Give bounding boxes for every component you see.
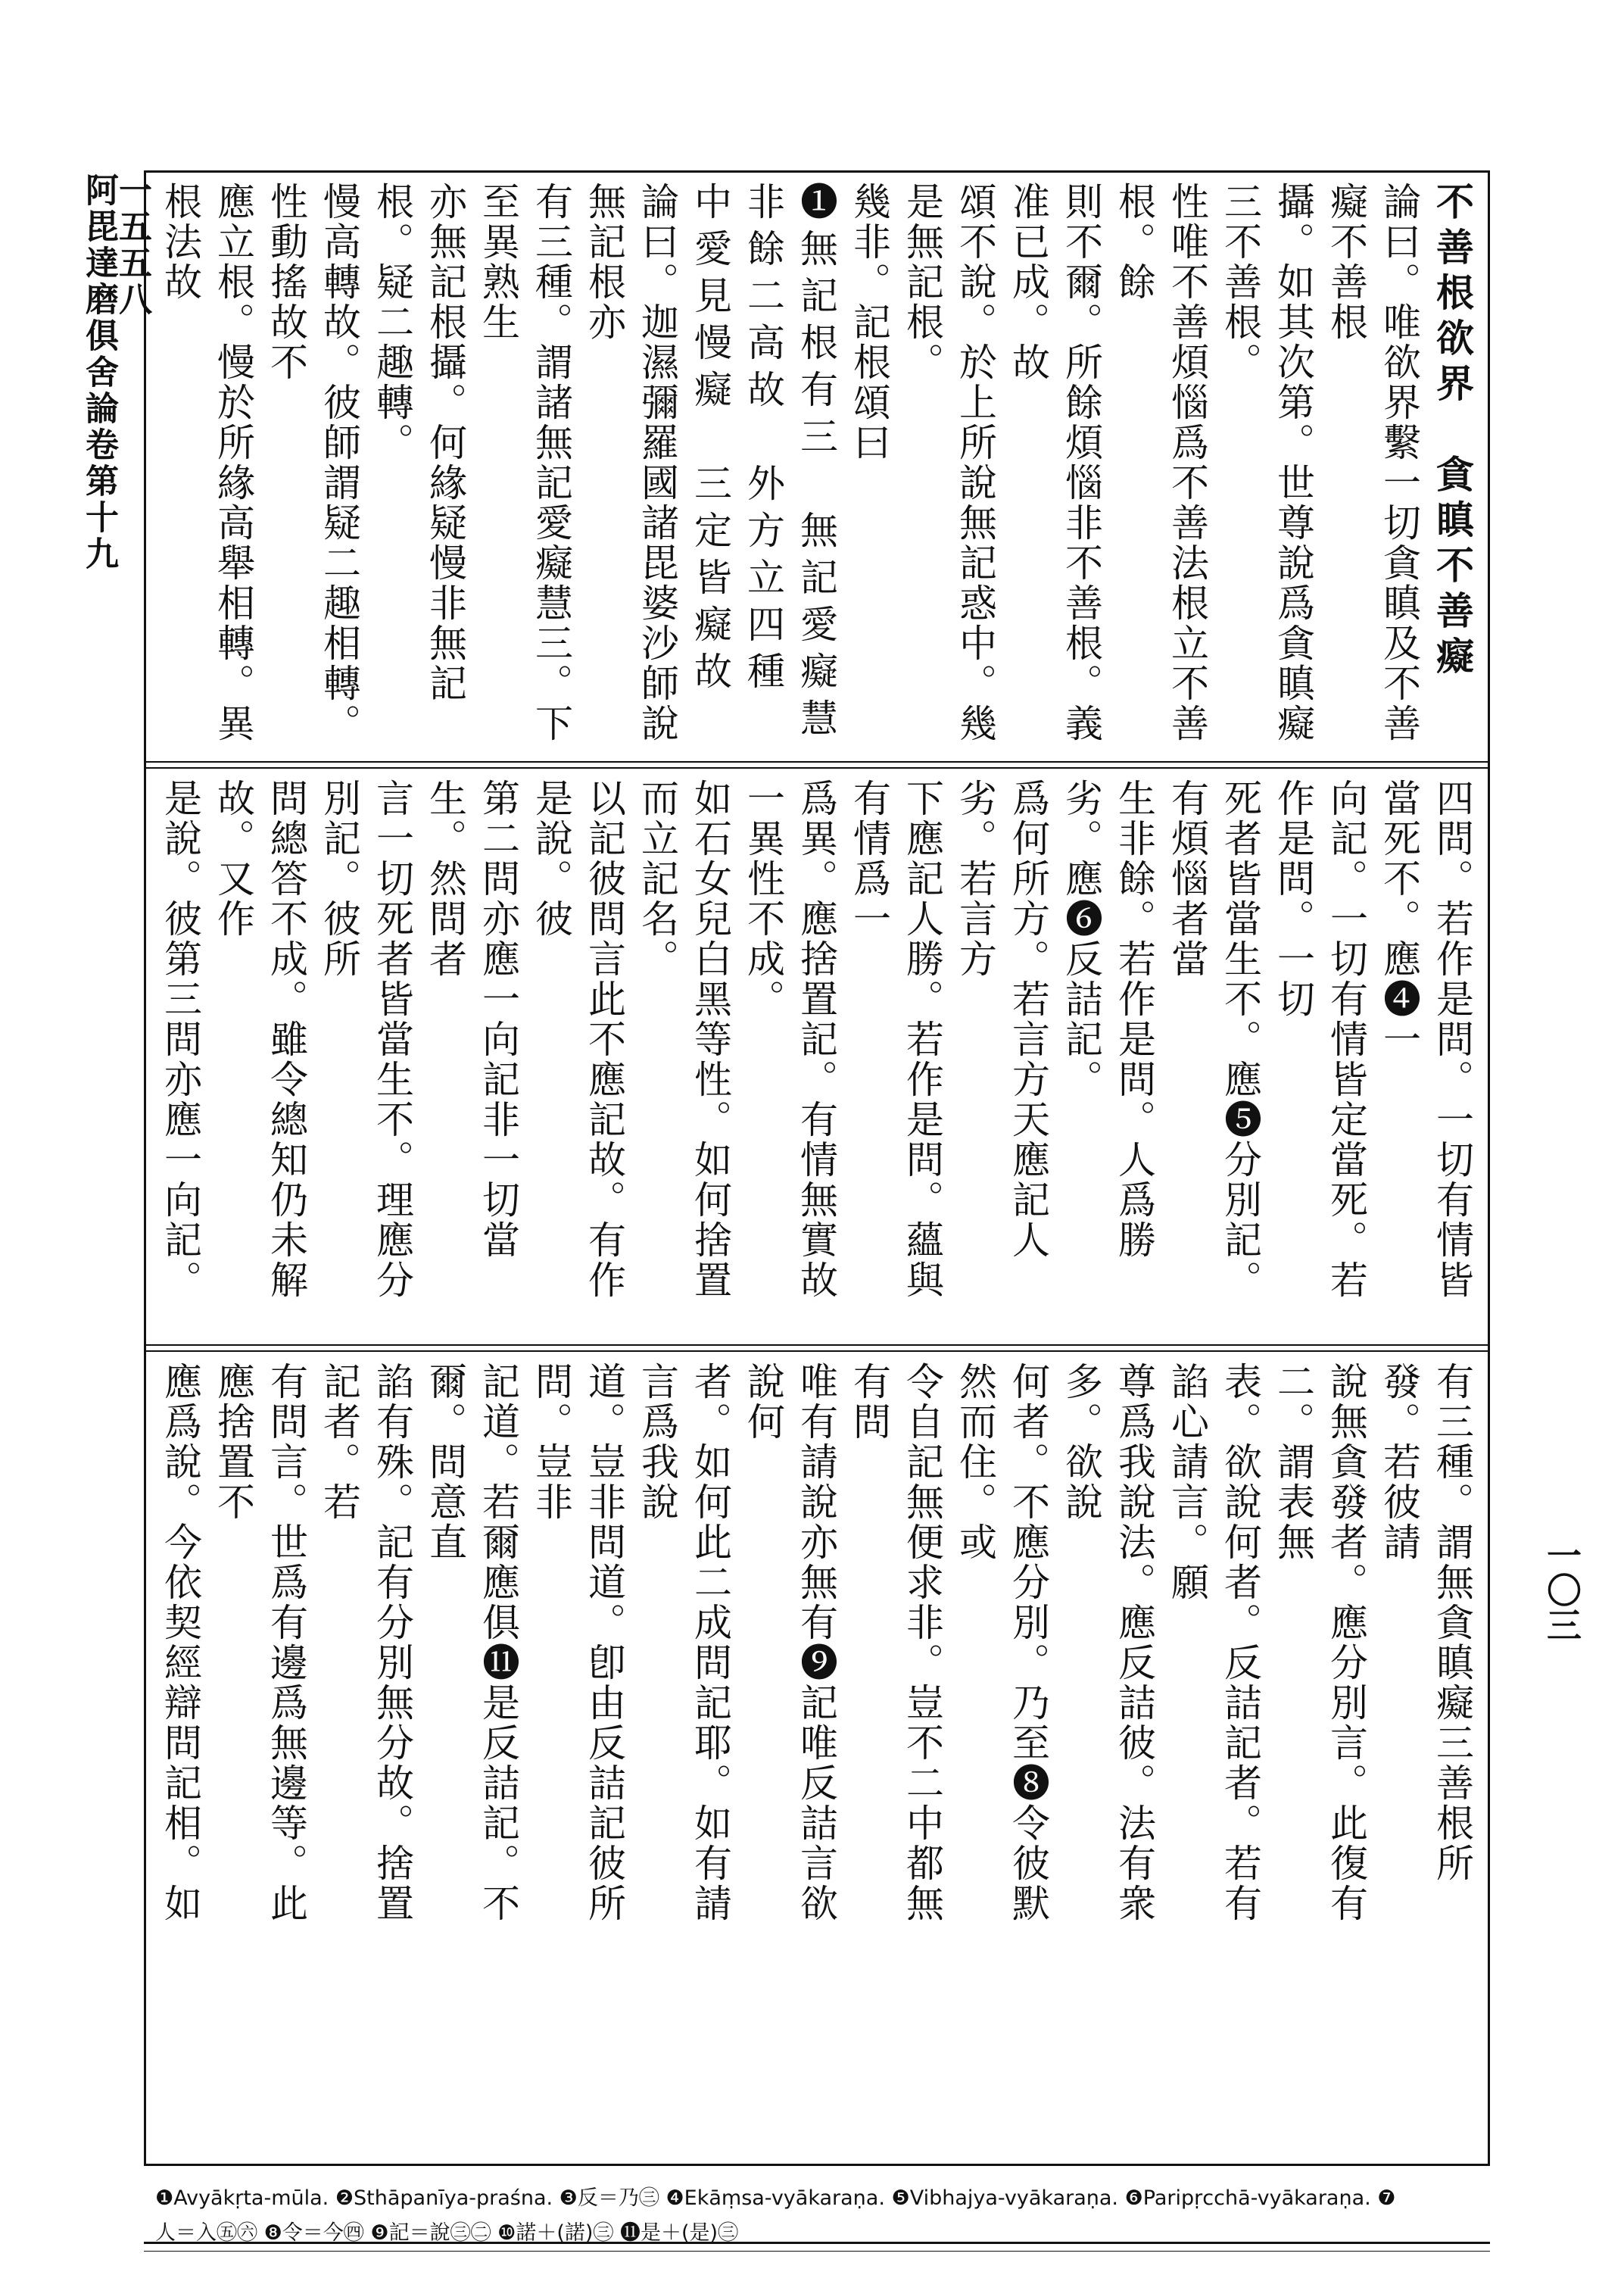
text-column: 唯有請說亦無有❾記唯反詰言欲說何 — [741, 1362, 838, 1924]
bottom-register — [155, 1362, 1479, 1933]
middle-register — [155, 779, 1479, 1335]
bottom-rule-thin — [144, 2251, 1490, 2252]
text-column: 論曰。唯欲界繫一切貪瞋及不善癡不善根 — [1324, 182, 1421, 744]
text-column: 下應記人勝。若作是問。蘊與有情爲一 — [847, 779, 944, 1300]
text-column: 攝。如其次第。世尊說爲貪瞋癡三不善根。 — [1218, 182, 1315, 744]
text-column: 死者皆當生不。應❺分別記。有煩惱者當 — [1165, 779, 1262, 1300]
text-column: 有問言。世爲有邊爲無邊等。此應捨置不 — [211, 1362, 308, 1924]
middle-register-text — [155, 779, 1479, 1335]
text-column: 問總答不成。雖令總知仍未解故。又作 — [211, 779, 308, 1300]
footnote-line: 人＝入㊄㊅ ❽令＝今㊃ ❾記＝說㊂㊁ ❿諾＋(諾)㊂ ⓫是＋(是)㊂ — [155, 2221, 739, 2245]
text-column: 者。如何此二成問記耶。如有請言爲我說 — [635, 1362, 732, 1924]
running-header-title: 阿毘達磨俱舍論卷第十九 — [79, 173, 118, 573]
running-header-page-number: 一五五八 — [113, 173, 151, 318]
register-divider-top-inner — [144, 767, 1490, 769]
register-divider-bottom-inner — [144, 1350, 1490, 1352]
text-column: 第二問亦應一向記非一切當生。然問者 — [423, 779, 520, 1260]
text-column: 亦無記根攝。何緣疑慢非無記根。疑二趣轉。 — [370, 182, 467, 704]
text-column: 是說。彼第三問亦應一向記。 — [158, 779, 202, 1300]
text-column: 論曰。迦濕彌羅國諸毘婆沙師說無記根亦 — [582, 182, 679, 744]
top-register-text — [155, 182, 1479, 754]
text-column: 應立根。慢於所緣高舉相轉。異根法故 — [158, 182, 255, 744]
text-column: 頌不說。於上所說無記惑中。幾是無記根。 — [900, 182, 997, 744]
text-column: 性唯不善煩惱爲不善法根立不善根。餘 — [1112, 182, 1209, 744]
verse-column: 中愛見慢癡 三定皆癡故 — [688, 182, 732, 698]
text-column: 應爲說。今依契經辯問記相。如 — [158, 1362, 202, 1924]
text-column: 以記彼問言此不應記故。有作是說。彼 — [529, 779, 626, 1300]
text-column: 不善根欲界 貪瞋不善癡 — [1430, 182, 1475, 682]
register-divider-bottom — [144, 1344, 1490, 1346]
text-column: 諂有殊。記有分別無分故。捨置記者。若 — [317, 1362, 414, 1924]
bottom-register-text — [155, 1362, 1479, 1933]
verse-column: ❶無記根有三 無記愛癡慧 — [794, 182, 838, 745]
top-register — [155, 182, 1479, 754]
text-column: 爲何所方。若言方天應記人劣。若言方 — [953, 779, 1050, 1260]
text-column: 有三種。謂無貪瞋癡三善根所發。若彼請 — [1377, 1362, 1474, 1883]
register-divider-top — [144, 761, 1490, 763]
footnote-line: ❶Avyākṛta-mūla. ❷Sthāpanīya-praśna. ❸反＝乃㊂ ❹Ekāṃsa-vyākaraṇa. ❺Vibhajya-vyākaraṇa. ❻Paripṛcchā-vyākaraṇa. ❼ — [155, 2186, 1396, 2210]
text-column: 表。欲說何者。反詰記者。若有諂心請言。願 — [1165, 1362, 1262, 1924]
running-header — [79, 173, 151, 573]
text-column: 則不爾。所餘煩惱非不善根。義准已成。故 — [1006, 182, 1103, 744]
text-column: 言一切死者皆當生不。理應分別記。彼所 — [317, 779, 414, 1300]
text-column: 如石女兒白黑等性。如何捨置而立記名。 — [635, 779, 732, 1300]
footnotes — [155, 2181, 1488, 2251]
text-column: 生非餘。若作是問。人爲勝劣。應❻反詰記。 — [1059, 779, 1156, 1260]
text-column: 有三種。謂諸無記愛癡慧三。下至異熟生 — [476, 182, 573, 744]
text-column: 尊爲我說法。應反詰彼。法有衆多。欲說 — [1059, 1362, 1156, 1924]
text-column: 令自記無便求非。豈不二中都無有問 — [847, 1362, 944, 1924]
text-column: 慢高轉故。彼師謂疑二趣相轉。性動搖故不 — [264, 182, 361, 744]
text-column: 四問。若作是問。一切有情皆當死不。應❹一 — [1377, 779, 1474, 1300]
text-column: 記道。若爾應俱⓫是反詰記。不爾。問意直 — [423, 1362, 520, 1924]
text-column: 何者。不應分別。乃至❽令彼默然而住。或 — [953, 1362, 1050, 1924]
page-number: 一〇三 — [1541, 1537, 1582, 1642]
text-column: 說無貪發者。應分別言。此復有二。謂表無 — [1271, 1362, 1368, 1924]
bottom-rule — [144, 2242, 1490, 2244]
text-column: 向記。一切有情皆定當死。若作是問。一切 — [1271, 779, 1368, 1300]
text-column: 幾非。記根頌曰 — [847, 182, 891, 463]
verse-column: 非餘二高故 外方立四種 — [741, 182, 785, 698]
text-column: 道。豈非問道。卽由反詰記彼所問。豈非 — [529, 1362, 626, 1924]
text-column: 爲異。應捨置記。有情無實故一異性不成。 — [741, 779, 838, 1300]
